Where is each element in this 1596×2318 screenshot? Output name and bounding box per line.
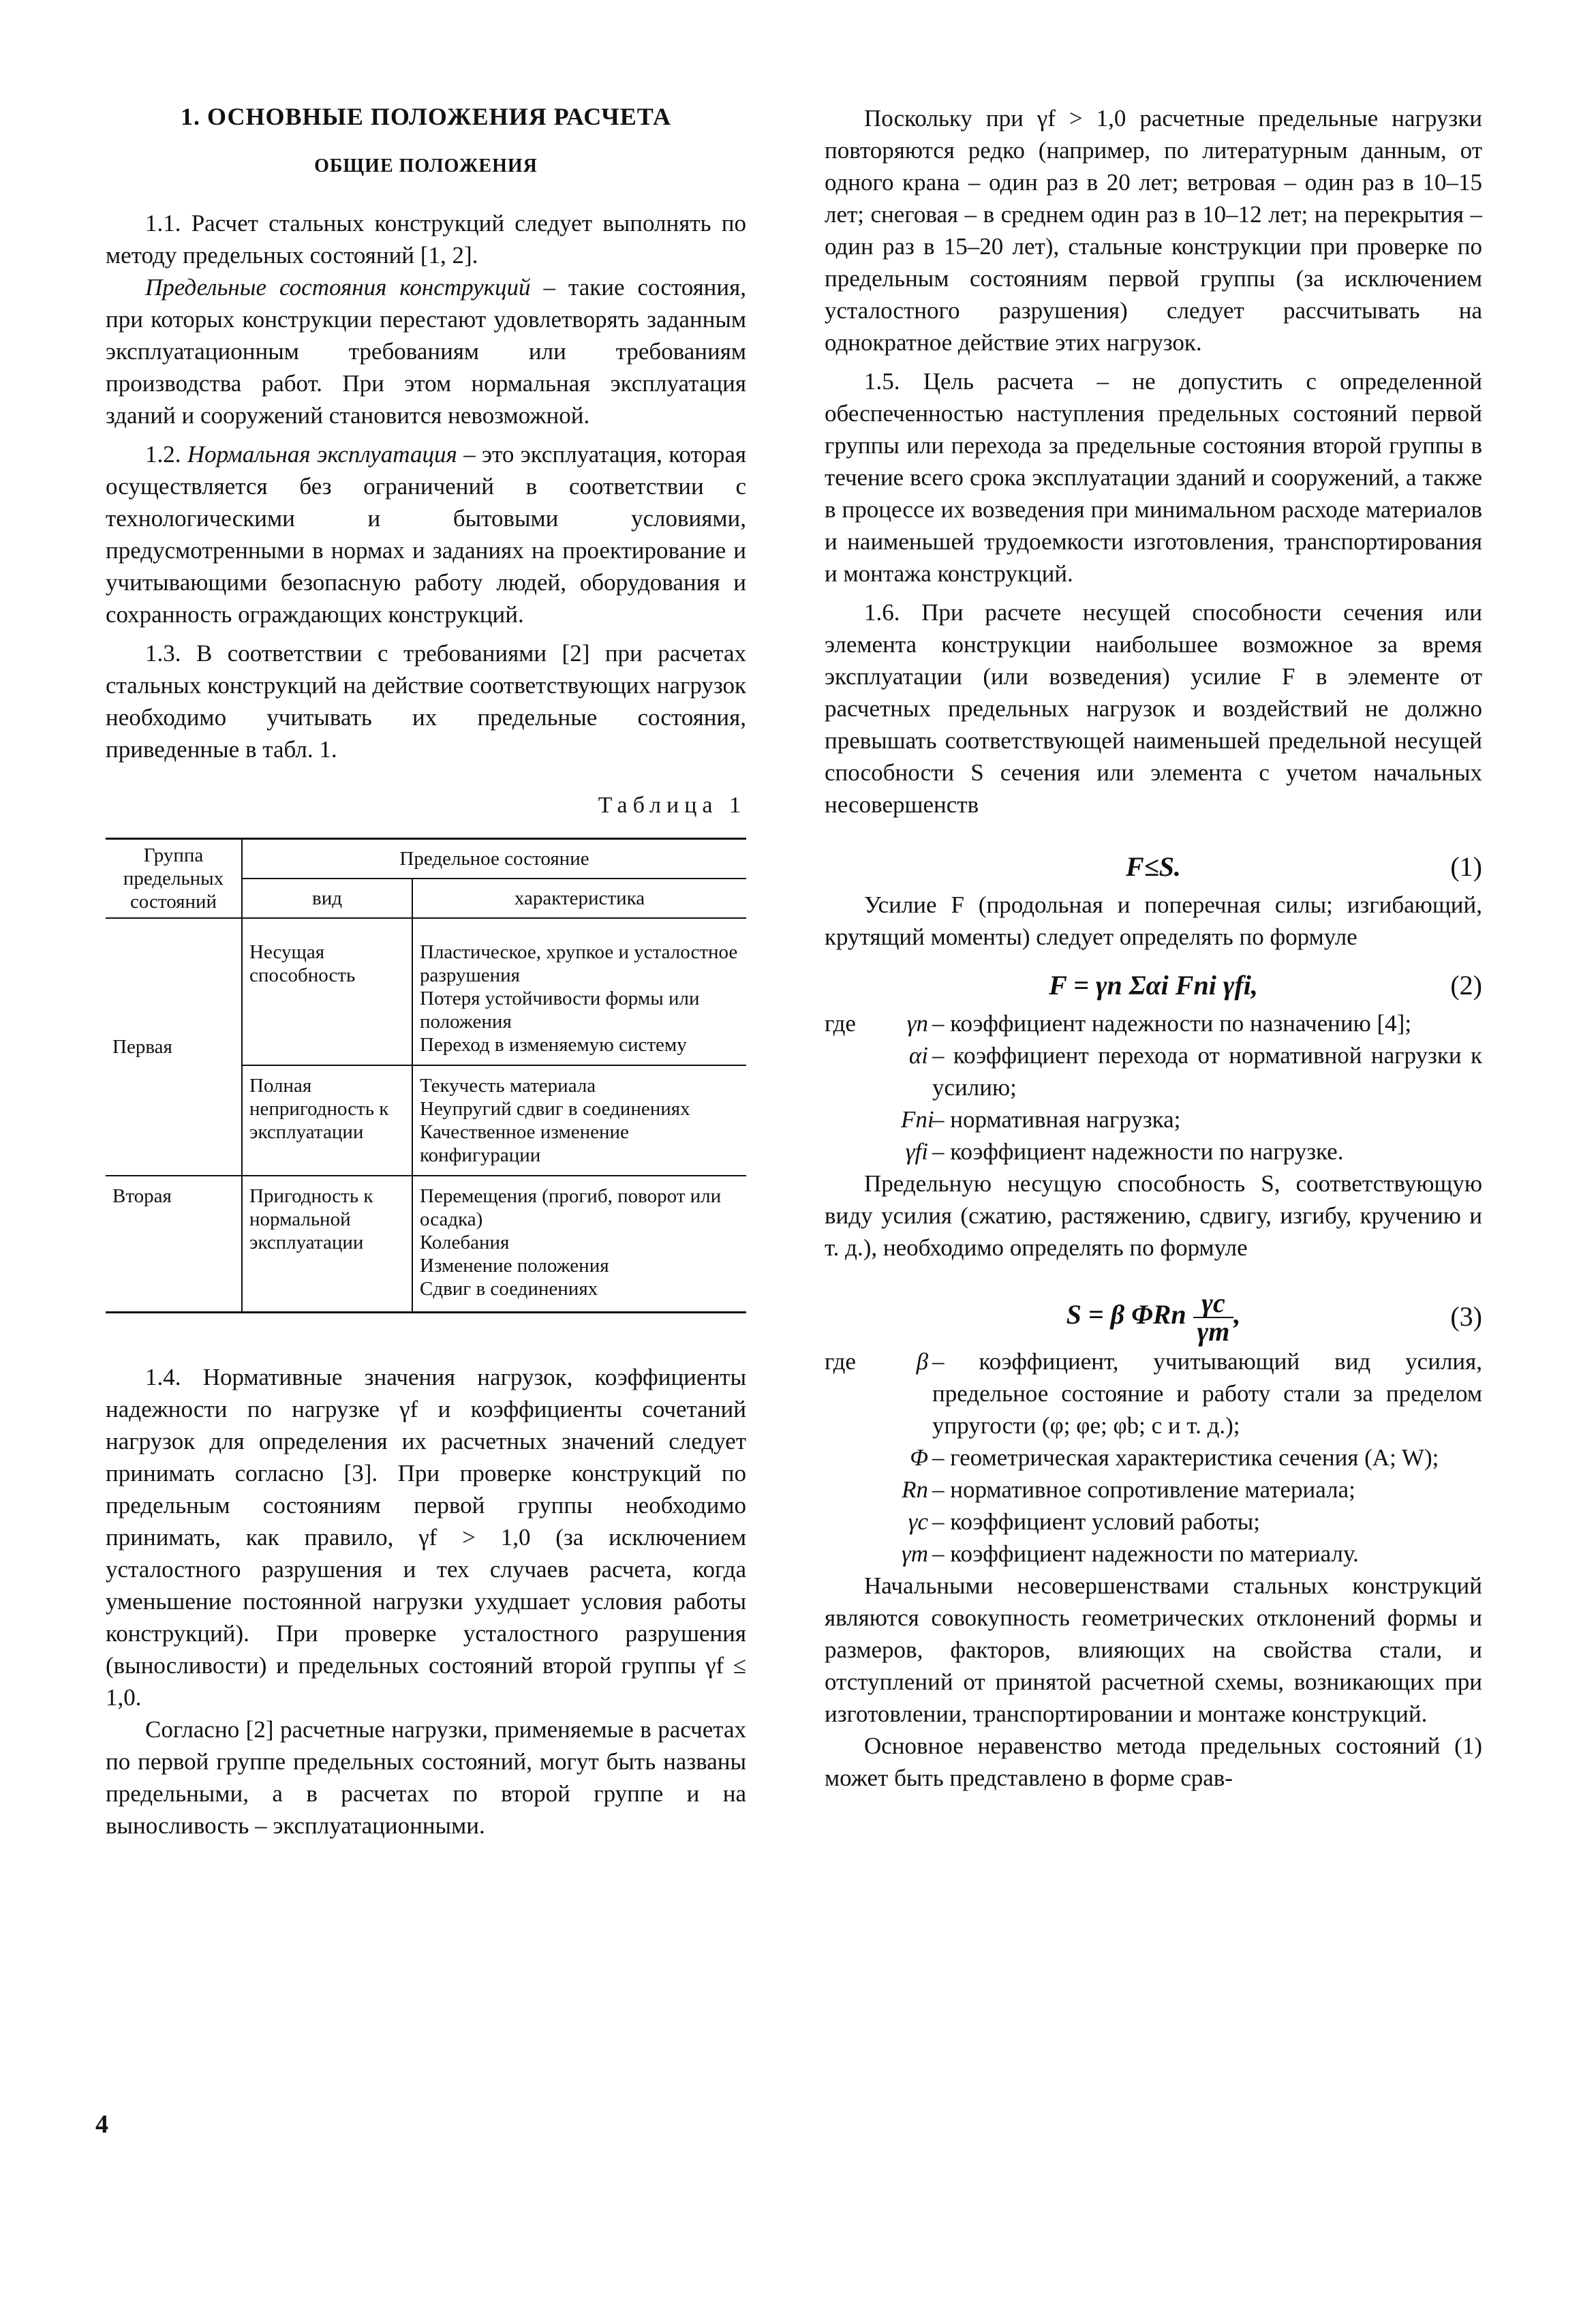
section-title: 1. ОСНОВНЫЕ ПОЛОЖЕНИЯ РАСЧЕТА [181, 103, 671, 130]
symbol-f-ni: Fni [901, 1106, 934, 1133]
where-label: где [825, 1010, 856, 1037]
where-gamma-c [825, 1506, 1482, 1538]
formula-1 [825, 848, 1482, 889]
table-row [106, 918, 746, 1065]
kind-serviceability: Пригодность к нормальной эксплуатации [242, 1176, 412, 1313]
right-column [825, 102, 1482, 1794]
desc-r-n: – нормативное сопротивление материала; [932, 1476, 1355, 1503]
paragraph-limit-states [106, 271, 746, 431]
paragraph-force: Усилие F (продольная и поперечная силы; изгибающий, крутящий моменты) следует определять по формуле [825, 891, 1482, 950]
limit-states-definition: – такие состояния, при которых конструкции перестают удовлетворять заданным эксплуатационным требованиям или требованиям производства работ. При этом нормальная эксплуатация зданий и сооружений становится невозможной. [106, 274, 746, 429]
normal-operation-definition: – это эксплуатация, которая осуществляется без ограничений в соответствии с технологическими и бытовыми условиями, предусмотренными в нормах и заданиях на проектирование и учитывающими безопасную работу людей, оборудования и сохранность ограждающих конструкций. [106, 441, 747, 628]
desc-gamma-m: – коэффициент надежности по материалу. [932, 1540, 1359, 1567]
symbol-gamma-c: γc [908, 1508, 928, 1535]
symbol-gamma-fi: γfi [905, 1138, 928, 1165]
desc-f-ni: – нормативная нагрузка; [932, 1106, 1181, 1133]
formula-2 [825, 966, 1482, 1007]
paragraph-1-2-number: 1.2. [145, 441, 187, 468]
group-first: Первая [112, 1036, 172, 1058]
paragraph-1-2 [106, 438, 746, 630]
paragraph-1-4: 1.4. Нормативные значения нагрузок, коэффициенты надежности по нагрузке γf и коэффициенты сочетаний нагрузок для определения их расчетных значений следует принимать согласно [3]. При проверке конструкций по предельным состояниям первой группы необходимо принимать, как правило, γf > 1,0 (за исключением усталостного разрушения и тех случаев расчета, когда уменьшение постоянной нагрузки ухудшает условия работы конструкций). При проверке усталостного разрушения (выносливости) и предельных состояний второй группы γf ≤ 1,0. [106, 1364, 746, 1711]
paragraph-design-loads: Согласно [2] расчетные нагрузки, применяемые в расчетах по первой группе предельных состояний, могут быть названы предельными, а в расчетах по второй группе и на выносливость – эксплуатационными. [106, 1716, 746, 1839]
formula-3-left: S = β ΦRn [1066, 1299, 1186, 1330]
symbol-gamma-m: γm [901, 1540, 928, 1567]
formula-3-number: (3) [1450, 1301, 1482, 1332]
char-bearing-capacity: Пластическое, хрупкое и усталостное разрушения Потеря устойчивости формы или положения Переход в изменяемую систему [412, 918, 746, 1065]
desc-gamma-n: – коэффициент надежности по назначению [4]; [932, 1010, 1412, 1037]
term-limit-states: Предельные состояния конструкций [145, 274, 531, 301]
paragraph-1-3: 1.3. В соответствии с требованиями [2] при расчетах стальных конструкций на действие соответствующих нагрузок необходимо учитывать их предельные состояния, приведенные в табл. 1. [106, 640, 746, 763]
where-gamma-n [825, 1007, 1482, 1039]
paragraph-1-6: 1.6. При расчете несущей способности сечения или элемента конструкции наибольшее возможное за время эксплуатации (или возведения) усилие F в элементе от расчетных предельных нагрузок и воздействий не должно превышать соответствующей наименьшей предельной несущей способности S сечения или элемента с учетом начальных несовершенств [825, 599, 1482, 818]
term-normal-operation: Нормальная эксплуатация [187, 441, 457, 468]
paragraph-1-5: 1.5. Цель расчета – не допустить с определенной обеспеченностью наступления предельных состояний первой группы или перехода за предельные состояния второй группы в течение всего срока эксплуатации зданий и сооружений, а также в процессе их возведения при минимальном расходе материалов и наименьшей трудоемкости изготовления, транспортирования и монтажа конструкций. [825, 368, 1482, 587]
paragraph-bearing-capacity: Предельную несущую способность S, соответствующую виду усилия (сжатию, растяжению, сдвигу, изгибу, кручению и т. д.), необходимо определять по формуле [825, 1170, 1482, 1261]
desc-phi: – геометрическая характеристика сечения (A; W); [932, 1444, 1439, 1471]
formula-3-denominator: γm [1197, 1316, 1230, 1347]
char-unfitness: Текучесть материала Неупругий сдвиг в соединениях Качественное изменение конфигурации [412, 1065, 746, 1176]
desc-alpha-i: – коэффициент перехода от нормативной нагрузки к усилию; [932, 1042, 1482, 1101]
formula-2-expression: F = γn Σαi Fni γfi, [1049, 970, 1258, 1001]
formula-3-fraction [1193, 1287, 1234, 1347]
where-label-2: где [825, 1348, 856, 1375]
where-gamma-fi [825, 1135, 1482, 1168]
header-kind: вид [242, 879, 412, 918]
left-column [106, 102, 746, 1842]
kind-unfitness: Полная непригодность к эксплуатации [242, 1065, 412, 1176]
section-subtitle: ОБЩИЕ ПОЛОЖЕНИЯ [314, 155, 538, 177]
where-r-n [825, 1474, 1482, 1506]
page-number: 4 [95, 2110, 108, 2139]
header-characteristic: характеристика [412, 879, 746, 918]
where-beta [825, 1345, 1482, 1442]
formula-1-number: (1) [1450, 851, 1482, 882]
formula-3-numerator: γc [1193, 1290, 1234, 1318]
formula-3-expression [1066, 1287, 1241, 1347]
paragraph-rare-loads: Поскольку при γf > 1,0 расчетные предельные нагрузки повторяются редко (например, по литературным данным, от одного крана – один раз в 20 лет; ветровая – один раз в 10–15 лет; снеговая – в среднем один раз в 10–12 лет; на перекрытия – один раз в 15–20 лет), стальные конструкции при проверке по предельным состояниям первой группы (за исключением усталостного разрушения) следует рассчитывать на однократное действие этих нагрузок. [825, 105, 1482, 356]
paragraph-1-1: 1.1. Расчет стальных конструкций следует выполнять по методу предельных состояний [1, 2]. [106, 210, 746, 269]
formula-3 [825, 1284, 1482, 1345]
formula-3-tail: , [1233, 1299, 1241, 1330]
header-group: Группа предельных состояний [106, 839, 242, 919]
symbol-alpha-i: αi [908, 1042, 928, 1069]
paragraph-main-inequality: Основное неравенство метода предельных состояний (1) может быть представлено в форме срав- [825, 1733, 1482, 1791]
where-f-ni [825, 1103, 1482, 1135]
where-alpha-i [825, 1039, 1482, 1103]
desc-beta: – коэффициент, учитывающий вид усилия, предельное состояние и работу стали за пределом упругости (φ; φe; φb; c и т. д.); [932, 1348, 1482, 1439]
header-limit-state: Предельное состояние [242, 839, 746, 879]
formula-2-number: (2) [1450, 970, 1482, 1001]
where-phi [825, 1442, 1482, 1474]
table-caption: Таблица 1 [598, 793, 746, 818]
desc-gamma-c: – коэффициент условий работы; [932, 1508, 1261, 1535]
desc-gamma-fi: – коэффициент надежности по нагрузке. [932, 1138, 1344, 1165]
formula-1-expression: F≤S. [1126, 851, 1181, 882]
symbol-gamma-n: γn [906, 1010, 928, 1037]
symbol-r-n: Rn [902, 1476, 928, 1503]
paragraph-imperfections: Начальными несовершенствами стальных конструкций являются совокупность геометрических отклонений формы и размеров, факторов, влияющих на свойства стали, и отступлений от принятой расчетной схемы, возникающих при изготовлении, транспортировании и монтаже конструкций. [825, 1572, 1482, 1727]
symbol-beta: β [916, 1348, 928, 1375]
limit-states-table [106, 838, 746, 1313]
symbol-phi: Φ [910, 1444, 928, 1471]
group-second: Вторая [106, 1176, 242, 1313]
table-row [106, 1176, 746, 1313]
kind-bearing-capacity: Несущая способность [242, 918, 412, 1065]
where-gamma-m [825, 1538, 1482, 1570]
char-serviceability: Перемещения (прогиб, поворот или осадка) Колебания Изменение положения Сдвиг в соединениях [412, 1176, 746, 1313]
